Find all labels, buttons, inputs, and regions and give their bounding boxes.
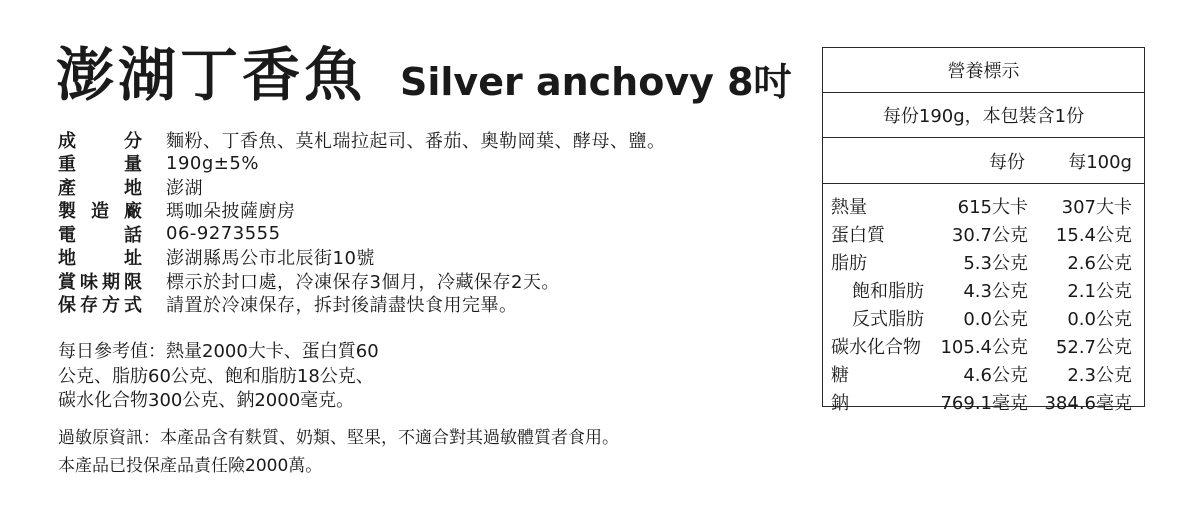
product-title-english: Silver anchovy 8吋: [400, 60, 792, 104]
nutrition-facts-table: [822, 47, 1145, 414]
spec-label-char: 廠: [124, 201, 142, 223]
spec-row: [58, 152, 778, 176]
value-per-serving: 769.1毫克: [940, 393, 1028, 414]
spec-row: [58, 175, 778, 199]
spec-value: 瑪咖朵披薩廚房: [166, 201, 296, 223]
value-per-serving: 615大卡: [957, 197, 1028, 218]
spec-label: [58, 268, 142, 294]
nutrient-name: 蛋白質: [831, 225, 885, 246]
daily-reference-values: [58, 340, 388, 414]
nutrition-row: [823, 220, 1144, 248]
value-per-100g: 2.1公克: [1067, 281, 1132, 302]
spec-label: [58, 197, 142, 223]
spec-label-char: 話: [124, 224, 142, 246]
value-per-serving: 0.0公克: [963, 309, 1028, 330]
nutrition-row: [823, 332, 1144, 360]
spec-value: 請置於冷凍保存，拆封後請盡快食用完畢。: [166, 295, 518, 317]
spec-label-char: 產: [58, 177, 76, 199]
nutrition-row: [823, 360, 1144, 388]
spec-label-char: 電: [58, 224, 76, 246]
spec-label: [58, 221, 142, 247]
spec-label-char: 地: [58, 248, 76, 270]
spec-label: [58, 174, 142, 200]
value-per-100g: 15.4公克: [1055, 225, 1132, 246]
nutrition-rows: [823, 184, 1144, 416]
nutrient-name: 熱量: [831, 197, 867, 218]
product-title-chinese: 澎湖丁香魚: [56, 41, 367, 109]
spec-label-char: 分: [124, 130, 142, 152]
column-header-per-100g: 每100g: [1068, 151, 1132, 173]
spec-label-char: 保: [58, 295, 76, 317]
spec-label-char: 賞: [58, 271, 76, 293]
spec-row: [58, 293, 778, 317]
column-header-per-serving: 每份: [989, 151, 1025, 173]
value-per-serving: 4.6公克: [963, 365, 1028, 386]
spec-row: [58, 199, 778, 223]
nutrition-row: [823, 192, 1144, 220]
spec-value: 麵粉、丁香魚、莫札瑞拉起司、番茄、奧勒岡葉、酵母、鹽。: [166, 130, 666, 152]
daily-reference-line: 每日參考值：熱量2000大卡、蛋白質60: [58, 341, 379, 362]
product-specs: [58, 128, 778, 316]
nutrition-row: [823, 276, 1144, 304]
value-per-100g: 307大卡: [1061, 197, 1132, 218]
spec-label-char: 重: [58, 154, 76, 176]
value-per-100g: 52.7公克: [1055, 337, 1132, 358]
nutrition-serving-info: 每份190g，本包裝含1份: [823, 93, 1144, 138]
nutrient-name: 反式脂肪: [852, 309, 924, 330]
spec-label-char: 製: [58, 201, 76, 223]
notes-section: [58, 424, 619, 480]
value-per-serving: 4.3公克: [963, 281, 1028, 302]
spec-label-char: 限: [124, 271, 142, 293]
spec-label-char: 存: [80, 295, 98, 317]
spec-label-char: 式: [124, 295, 142, 317]
spec-label-char: 方: [102, 295, 120, 317]
spec-label: [58, 291, 142, 317]
nutrient-name: 脂肪: [831, 253, 867, 274]
nutrient-name: 糖: [831, 365, 849, 386]
spec-label: [58, 244, 142, 270]
daily-reference-line: 公克、脂肪60公克、飽和脂肪18公克、: [58, 365, 374, 387]
nutrition-column-headers: [823, 138, 1144, 184]
nutrient-name: 碳水化合物: [831, 337, 921, 358]
value-per-100g: 2.6公克: [1067, 253, 1132, 274]
spec-row: [58, 246, 778, 270]
spec-label-char: 成: [58, 130, 76, 152]
spec-value: 標示於封口處，冷凍保存3個月，冷藏保存2天。: [166, 271, 560, 293]
spec-label-char: 地: [124, 177, 142, 199]
allergen-info: 過敏原資訊：本產品含有麩質、奶類、堅果，不適合對其過敏體質者食用。: [58, 428, 619, 448]
insurance-info: 本產品已投保產品責任險2000萬。: [58, 456, 323, 476]
daily-reference-line: 碳水化合物300公克、鈉2000毫克。: [58, 390, 355, 411]
nutrition-row: [823, 248, 1144, 276]
value-per-100g: 2.3公克: [1067, 365, 1132, 386]
spec-label: [58, 150, 142, 176]
value-per-serving: 105.4公克: [940, 337, 1028, 358]
spec-row: [58, 269, 778, 293]
value-per-100g: 0.0公克: [1067, 309, 1132, 330]
spec-value: 190g±5%: [166, 152, 259, 174]
nutrition-row: [823, 304, 1144, 332]
spec-label-char: 期: [102, 271, 120, 293]
spec-label-char: 址: [124, 248, 142, 270]
spec-row: [58, 222, 778, 246]
value-per-serving: 5.3公克: [963, 253, 1028, 274]
product-title: [56, 28, 792, 108]
spec-label-char: 量: [124, 154, 142, 176]
spec-value: 澎湖: [166, 177, 203, 199]
spec-label-char: 造: [91, 201, 109, 223]
nutrition-row: [823, 388, 1144, 416]
nutrient-name: 飽和脂肪: [852, 281, 924, 302]
spec-value: 澎湖縣馬公市北辰街10號: [166, 248, 375, 270]
spec-row: [58, 128, 778, 152]
value-per-serving: 30.7公克: [951, 225, 1028, 246]
nutrition-title: 營養標示: [823, 48, 1144, 93]
nutrient-name: 鈉: [831, 393, 849, 414]
spec-label-char: 味: [80, 271, 98, 293]
spec-label: [58, 127, 142, 153]
spec-value: 06-9273555: [166, 223, 281, 245]
value-per-100g: 384.6毫克: [1044, 393, 1132, 414]
